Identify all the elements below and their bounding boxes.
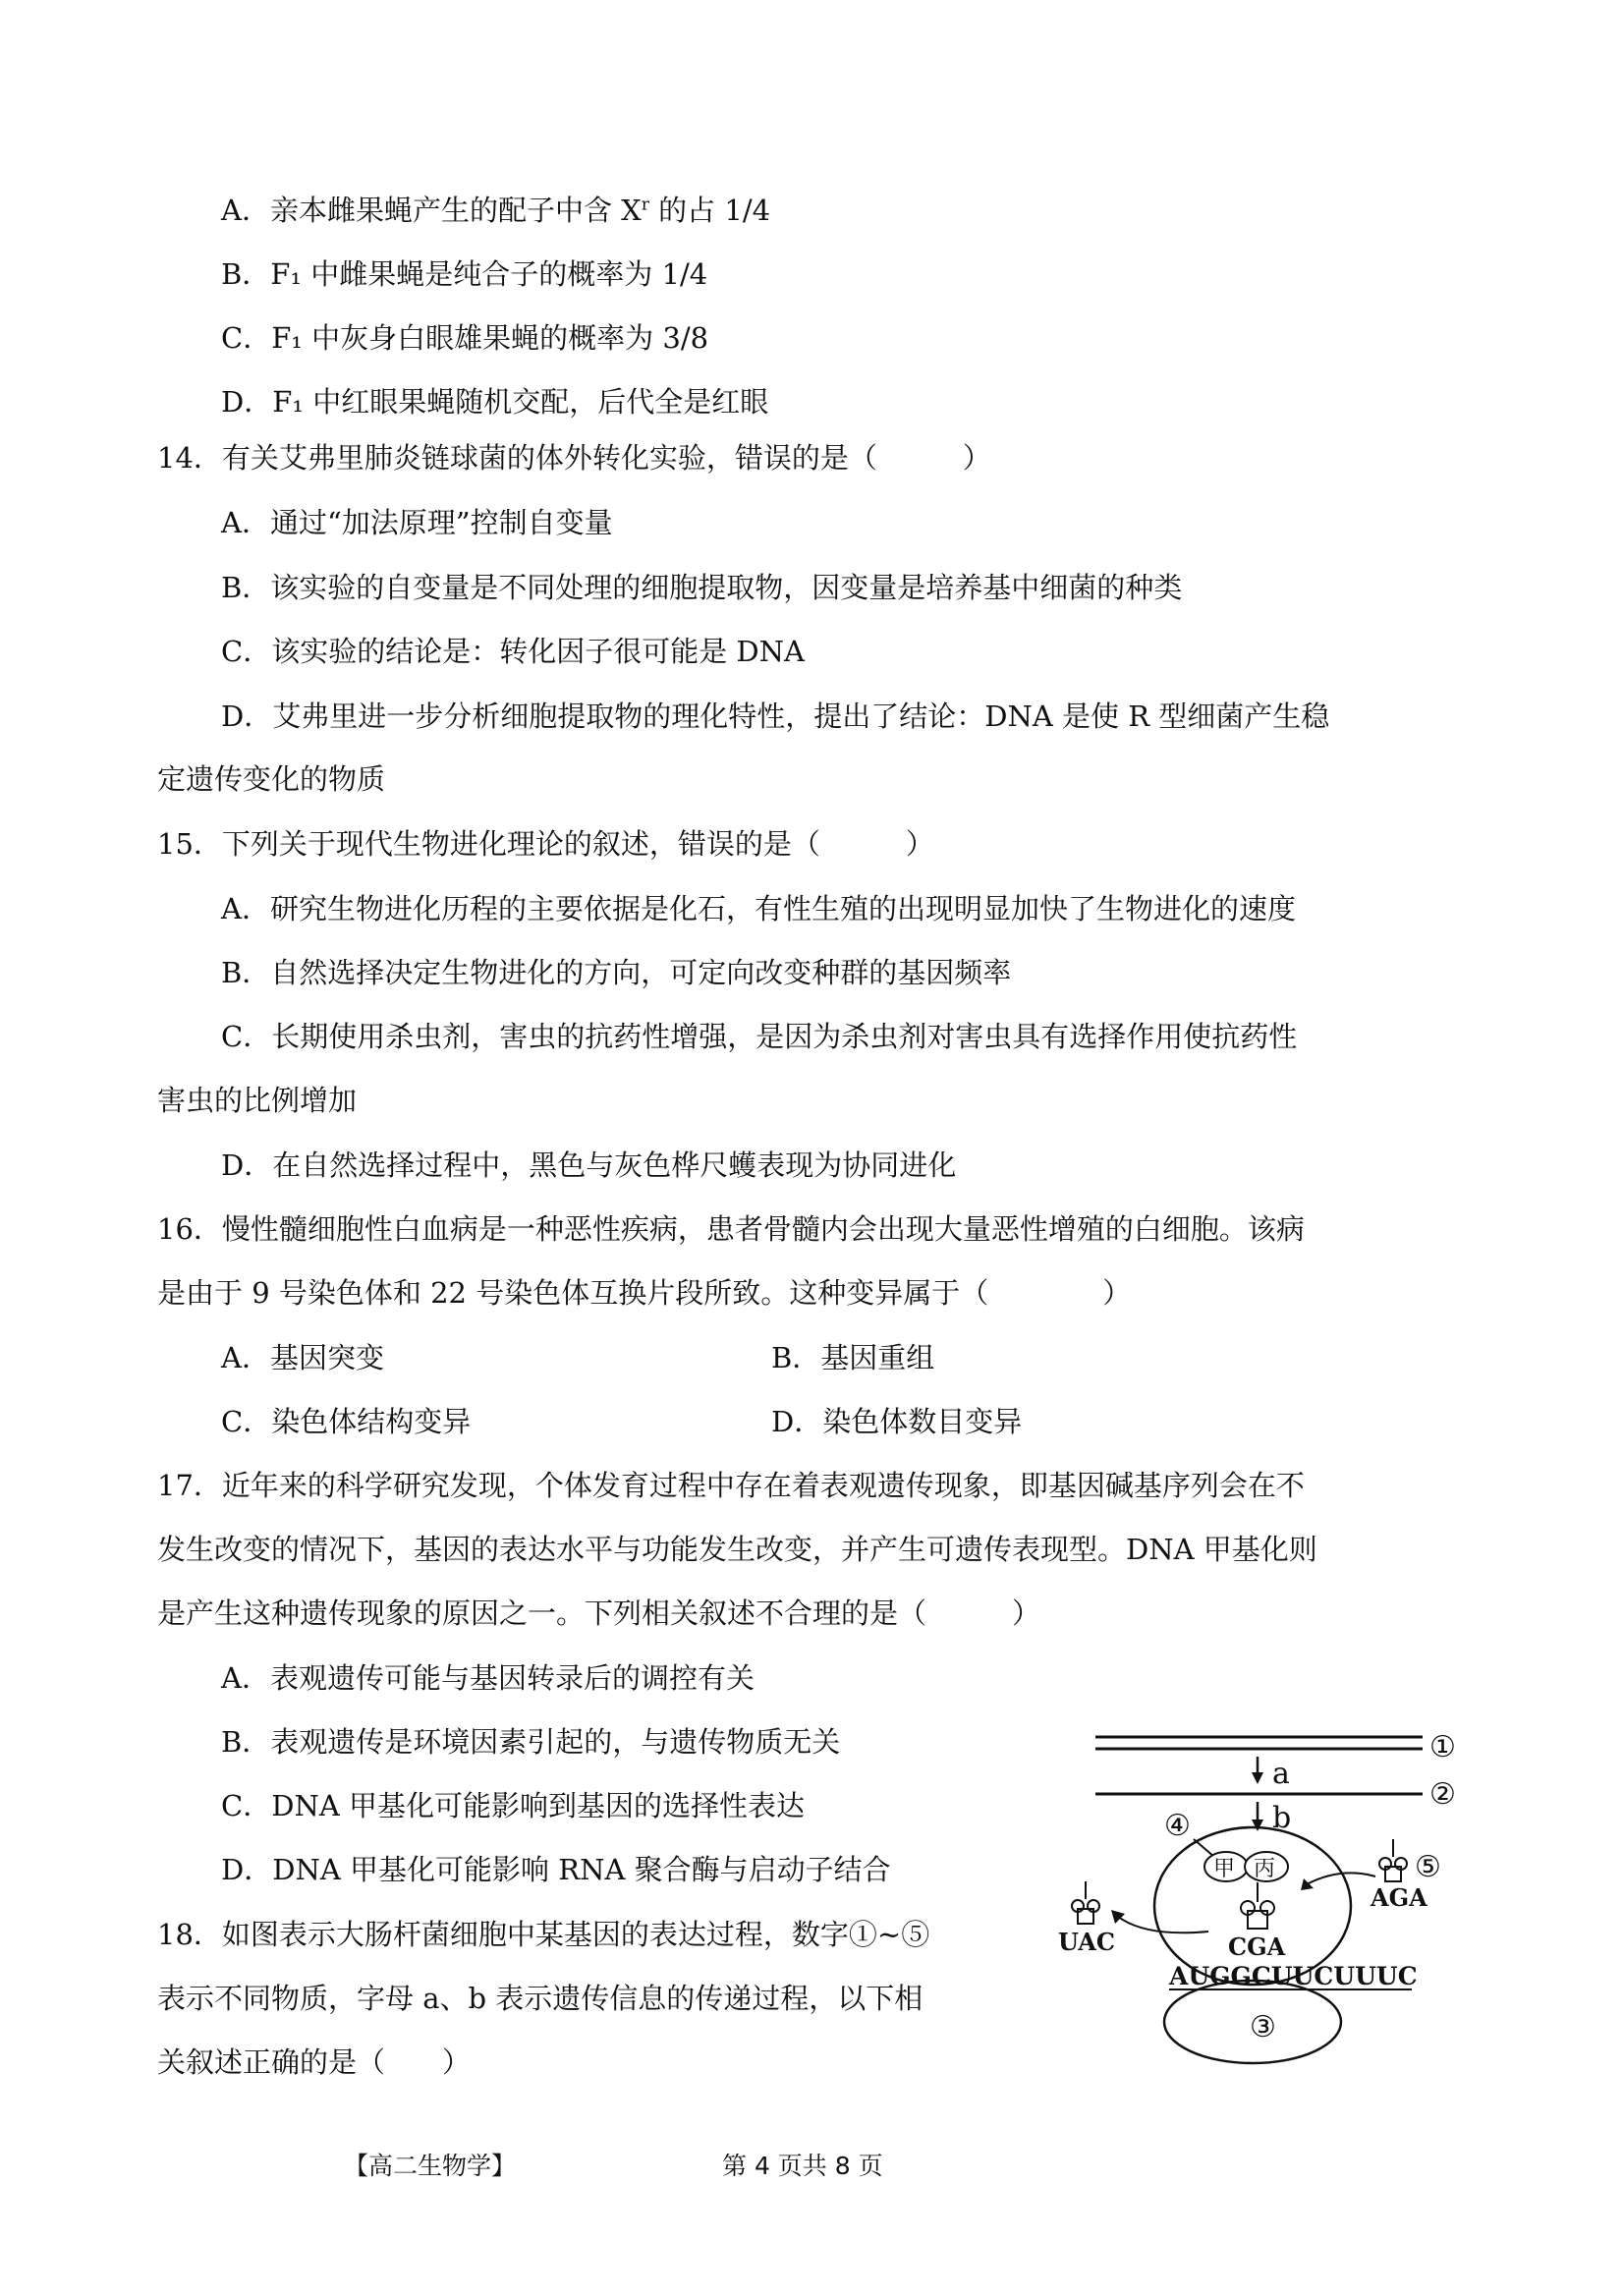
q13-option-b: B．F₁ 中雌果蝇是纯合子的概率为 1/4 xyxy=(221,257,708,291)
q13-option-a-tail: 的占 1/4 xyxy=(648,194,771,227)
trna-middle xyxy=(1241,1882,1274,1929)
footer-page-number: 第 4 页共 8 页 xyxy=(722,2152,883,2180)
q13-option-a xyxy=(221,191,770,230)
q13-option-c: C．F₁ 中灰身白眼雄果蝇的概率为 3/8 xyxy=(221,321,709,355)
q15-option-a: A．研究生物进化历程的主要依据是化石，有性生殖的出现明显加快了生物进化的速度 xyxy=(221,892,1296,925)
footer-subject: 【高二生物学】 xyxy=(344,2152,517,2180)
q18-stem-line1: 18．如图表示大肠杆菌细胞中某基因的表达过程，数字①~⑤ xyxy=(157,1918,930,1951)
q16-option-c: C．染色体结构变异 xyxy=(221,1405,472,1438)
anticodon-left: UAC xyxy=(1058,1928,1115,1956)
label-circled-5: ⑤ xyxy=(1415,1850,1441,1884)
q17-option-a: A．表观遗传可能与基因转录后的调控有关 xyxy=(221,1661,755,1695)
q16-option-d: D．染色体数目变异 xyxy=(771,1405,1023,1438)
arrow-outgoing-curve xyxy=(1117,1916,1208,1932)
anticodon-middle: CGA xyxy=(1228,1932,1286,1961)
arrow-b-head xyxy=(1252,1820,1263,1831)
q18-stem-line3: 关叙述正确的是（ ） xyxy=(157,2045,472,2079)
label-circled-1: ① xyxy=(1429,1730,1456,1764)
gene-expression-diagram xyxy=(1046,1709,1488,2073)
mrna-sequence: AUGGCUUCUUUC xyxy=(1169,1962,1418,1990)
q17-stem-line1: 17．近年来的科学研究发现，个体发育过程中存在着表观遗传现象，即基因碱基序列会在不 xyxy=(157,1469,1305,1502)
label-a: a xyxy=(1272,1757,1290,1791)
arrow-a-head xyxy=(1252,1772,1263,1784)
q14-option-a: A．通过“加法原理”控制自变量 xyxy=(221,506,613,539)
q15-option-c-line1: C．长期使用杀虫剂，害虫的抗药性增强，是因为杀虫剂对害虫具有选择作用使抗药性 xyxy=(221,1020,1298,1053)
label-b: b xyxy=(1272,1801,1292,1835)
q17-option-b: B．表观遗传是环境因素引起的，与遗传物质无关 xyxy=(221,1725,841,1759)
q16-stem-line1: 16．慢性髓细胞性白血病是一种恶性疾病，患者骨髓内会出现大量恶性增殖的白细胞。该病 xyxy=(157,1212,1305,1246)
label-circled-2: ② xyxy=(1429,1777,1456,1812)
label-circled-3: ③ xyxy=(1250,2010,1276,2044)
q16-option-b: B．基因重组 xyxy=(771,1341,935,1374)
arrow-outgoing-head xyxy=(1111,1910,1125,1924)
q13-option-a-superscript: r xyxy=(641,195,649,215)
label-bing: 丙 xyxy=(1254,1857,1276,1881)
q15-option-b: B．自然选择决定生物进化的方向，可定向改变种群的基因频率 xyxy=(221,956,1012,989)
q16-option-a: A．基因突变 xyxy=(221,1341,384,1374)
q13-option-a-text: A．亲本雌果蝇产生的配子中含 X xyxy=(221,194,642,227)
q14-stem: 14．有关艾弗里肺炎链球菌的体外转化实验，错误的是（ ） xyxy=(157,441,991,475)
q13-option-d: D．F₁ 中红眼果蝇随机交配，后代全是红眼 xyxy=(221,385,769,419)
trna-right xyxy=(1379,1839,1407,1881)
q18-stem-line2: 表示不同物质，字母 a、b 表示遗传信息的传递过程，以下相 xyxy=(157,1982,923,2015)
q17-option-d: D．DNA 甲基化可能影响 RNA 聚合酶与启动子结合 xyxy=(221,1853,891,1886)
q14-option-c: C．该实验的结论是：转化因子很可能是 DNA xyxy=(221,635,805,668)
q14-option-d-line2: 定遗传变化的物质 xyxy=(157,762,386,796)
label-circled-4: ④ xyxy=(1164,1809,1191,1843)
q17-stem-line2: 发生改变的情况下，基因的表达水平与功能发生改变，并产生可遗传表现型。DNA 甲基化则 xyxy=(157,1533,1317,1566)
q15-option-c-line2: 害虫的比例增加 xyxy=(157,1084,358,1117)
q14-option-d-line1: D．艾弗里进一步分析细胞提取物的理化特性，提出了结论：DNA 是使 R 型细菌产生稳 xyxy=(221,700,1330,733)
q17-option-c: C．DNA 甲基化可能影响到基因的选择性表达 xyxy=(221,1789,805,1822)
label-jia: 甲 xyxy=(1213,1857,1236,1881)
arrow-incoming-curve xyxy=(1307,1873,1375,1884)
ribosome-large-subunit xyxy=(1154,1827,1351,1985)
q15-option-d: D．在自然选择过程中，黑色与灰色桦尺蠖表现为协同进化 xyxy=(221,1148,957,1182)
q14-option-b: B．该实验的自变量是不同处理的细胞提取物，因变量是培养基中细菌的种类 xyxy=(221,571,1183,604)
anticodon-right: AGA xyxy=(1371,1883,1427,1912)
trna-left xyxy=(1072,1881,1099,1924)
q15-stem: 15．下列关于现代生物进化理论的叙述，错误的是（ ） xyxy=(157,827,934,861)
q16-stem-line2: 是由于 9 号染色体和 22 号染色体互换片段所致。这种变异属于（ ） xyxy=(157,1276,1132,1310)
arrow-incoming-head xyxy=(1301,1878,1314,1890)
q17-stem-line3: 是产生这种遗传现象的原因之一。下列相关叙述不合理的是（ ） xyxy=(157,1596,1041,1630)
